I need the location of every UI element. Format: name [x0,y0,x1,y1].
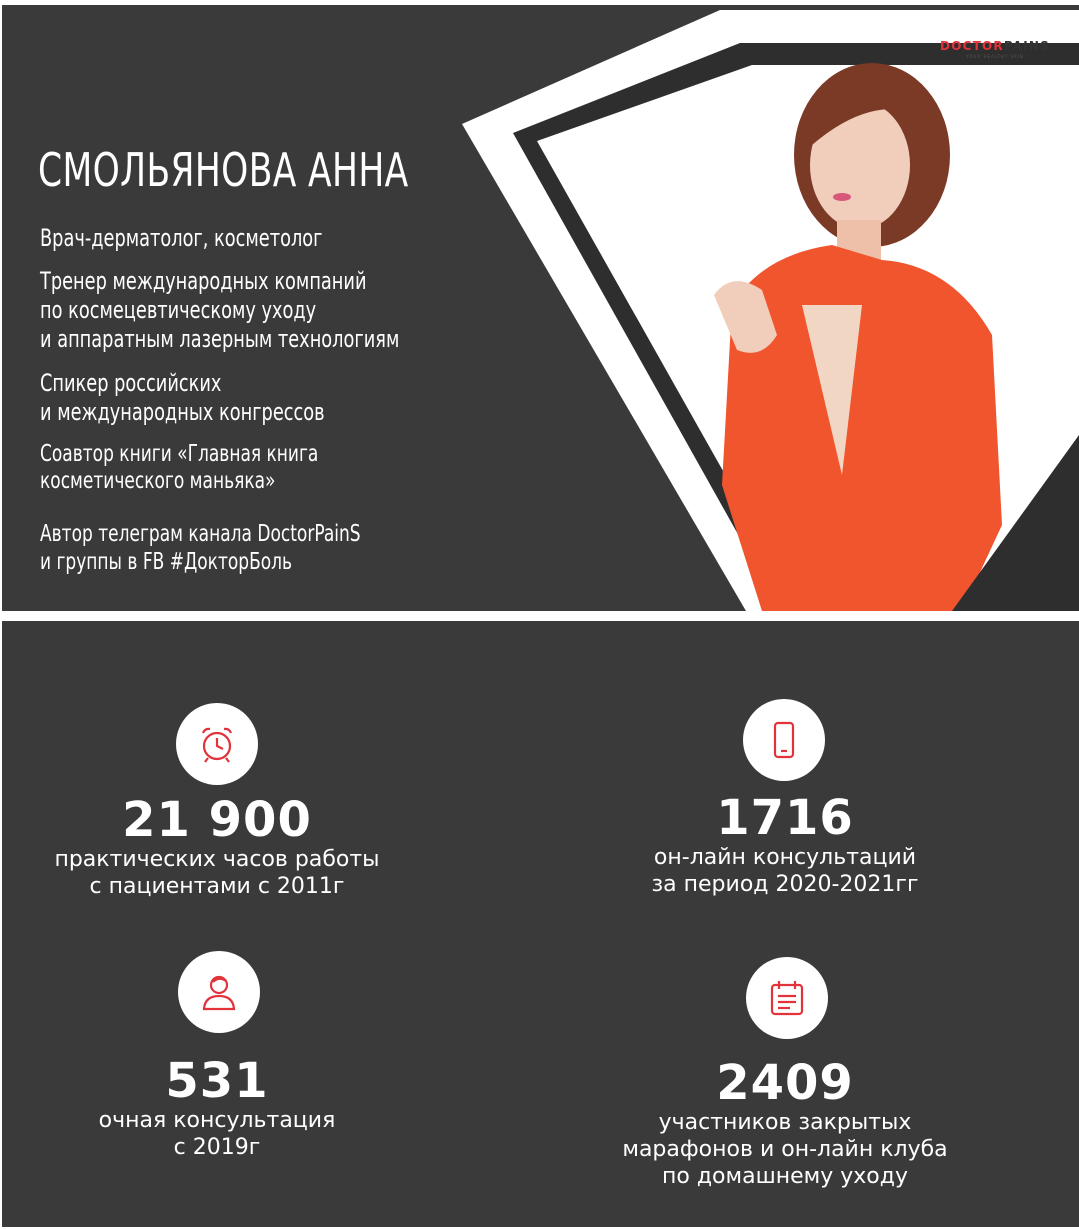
stat-number: 1716 [716,790,854,846]
stat-marathon-participants [555,1057,1015,1190]
logo-part-2: PAINS [1003,39,1050,53]
stat-label: очная консультация с 2019г [98,1108,336,1160]
profile-banner [2,5,1079,611]
logo-part-1: DOCTOR [940,39,1004,53]
smartphone-icon [743,699,825,781]
stat-label: практических часов работы с пациентами с 2011г [54,847,380,899]
stat-number: 21 900 [122,792,312,848]
stat-number: 531 [165,1053,269,1109]
stat-number: 2409 [716,1055,854,1111]
profile-name: СМОЛЬЯНОВА АННА [38,143,409,197]
logo-tagline: YOUR HEALTHY SKIN [966,54,1024,59]
stat-label: участников закрытых марафонов и он-лайн клуба по домашнему уходу [622,1110,948,1189]
bio-line-book: Соавтор книги «Главная книга косметического маньяка» [40,441,319,494]
alarm-clock-icon [176,703,258,785]
brand-logo [940,39,1050,59]
bio-line-telegram: Автор телеграм канала DoctorPainS и группы в FB #ДокторБоль [40,521,361,575]
bio-line-trainer: Тренер международных компаний по космецевтическому уходу и аппаратным лазерным технологиям [40,267,400,353]
bio-line-speaker: Спикер российских и международных конгрессов [40,369,325,426]
person-icon [178,951,260,1033]
bio-line-specialty: Врач-дерматолог, косметолог [40,224,323,252]
stat-label: он-лайн консультаций за период 2020-2021гг [651,845,919,897]
stat-offline-consultations [2,1055,447,1161]
calendar-icon [746,957,828,1039]
stat-online-consultations [555,792,1015,898]
stats-panel [2,621,1079,1227]
stat-practice-hours [2,794,447,900]
